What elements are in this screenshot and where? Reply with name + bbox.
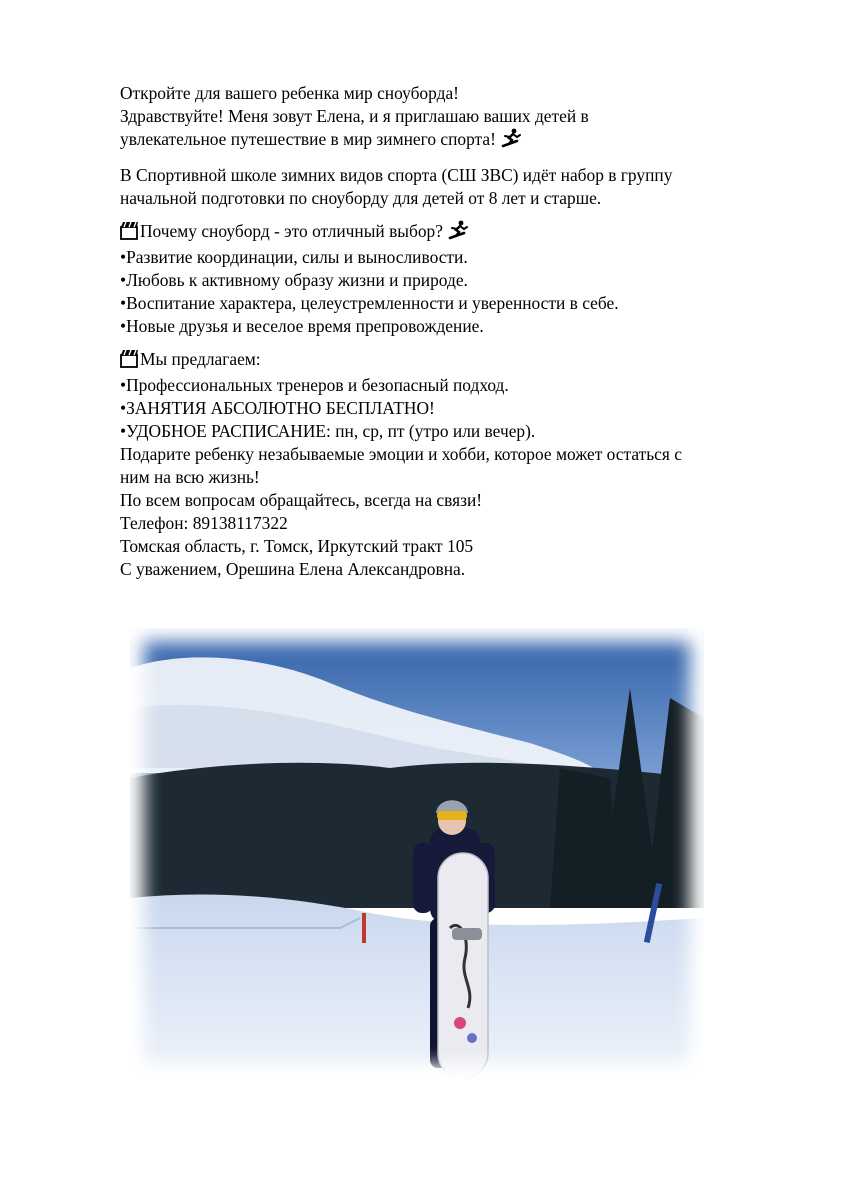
contact-note: По всем вопросам обращайтесь, всегда на связи! xyxy=(120,490,483,510)
slope-marker xyxy=(362,913,366,943)
list-item: •Профессиональных тренеров и безопасный подход. xyxy=(120,375,509,395)
list-item: •ЗАНЯТИЯ АБСОЛЮТНО БЕСПЛАТНО! xyxy=(120,398,435,418)
intro-line-2 xyxy=(120,128,800,154)
closing-line-1: Подарите ребенку незабываемые эмоции и хобби, которое может остаться с xyxy=(120,444,682,464)
offer-title-line xyxy=(120,348,800,374)
snowboarder-icon xyxy=(447,220,469,246)
photo-illustration xyxy=(130,628,704,1078)
list-item: •Любовь к активному образу жизни и природе. xyxy=(120,270,468,290)
clapperboard-icon xyxy=(120,349,140,374)
address: Томская область, г. Томск, Иркутский тракт 105 xyxy=(120,536,474,556)
phone: Телефон: 89138117322 xyxy=(120,513,288,533)
para2-line-2: начальной подготовки по сноуборду для детей от 8 лет и старше. xyxy=(120,188,602,208)
list-item: •Новые друзья и веселое время препровождение. xyxy=(120,316,484,336)
heading: Откройте для вашего ребенка мир сноуборда! xyxy=(120,83,459,103)
signature: С уважением, Орешина Елена Александровна. xyxy=(120,559,466,579)
list-item: •Развитие координации, силы и выносливости. xyxy=(120,247,468,267)
para2-line-1: В Спортивной школе зимних видов спорта (СШ ЗВС) идёт набор в группу xyxy=(120,165,673,185)
closing-line-2: ним на всю жизнь! xyxy=(120,467,260,487)
snowboard-photo xyxy=(130,628,704,1078)
document-text xyxy=(120,82,800,581)
intro-line-2-text: увлекательное путешествие в мир зимнего спорта! xyxy=(120,129,496,149)
clapperboard-icon xyxy=(120,221,140,246)
list-item: •Воспитание характера, целеустремленности и уверенности в себе. xyxy=(120,293,619,313)
why-title-line xyxy=(120,220,800,246)
why-title: Почему сноуборд - это отличный выбор? xyxy=(140,221,443,241)
offer-title: Мы предлагаем: xyxy=(140,349,261,369)
snow-slope xyxy=(130,894,704,1078)
list-item: •УДОБНОЕ РАСПИСАНИЕ: пн, ср, пт (утро или вечер). xyxy=(120,421,536,441)
snowboarder-icon xyxy=(500,128,522,154)
intro-line-1: Здравствуйте! Меня зовут Елена, и я приглашаю ваших детей в xyxy=(120,106,589,126)
